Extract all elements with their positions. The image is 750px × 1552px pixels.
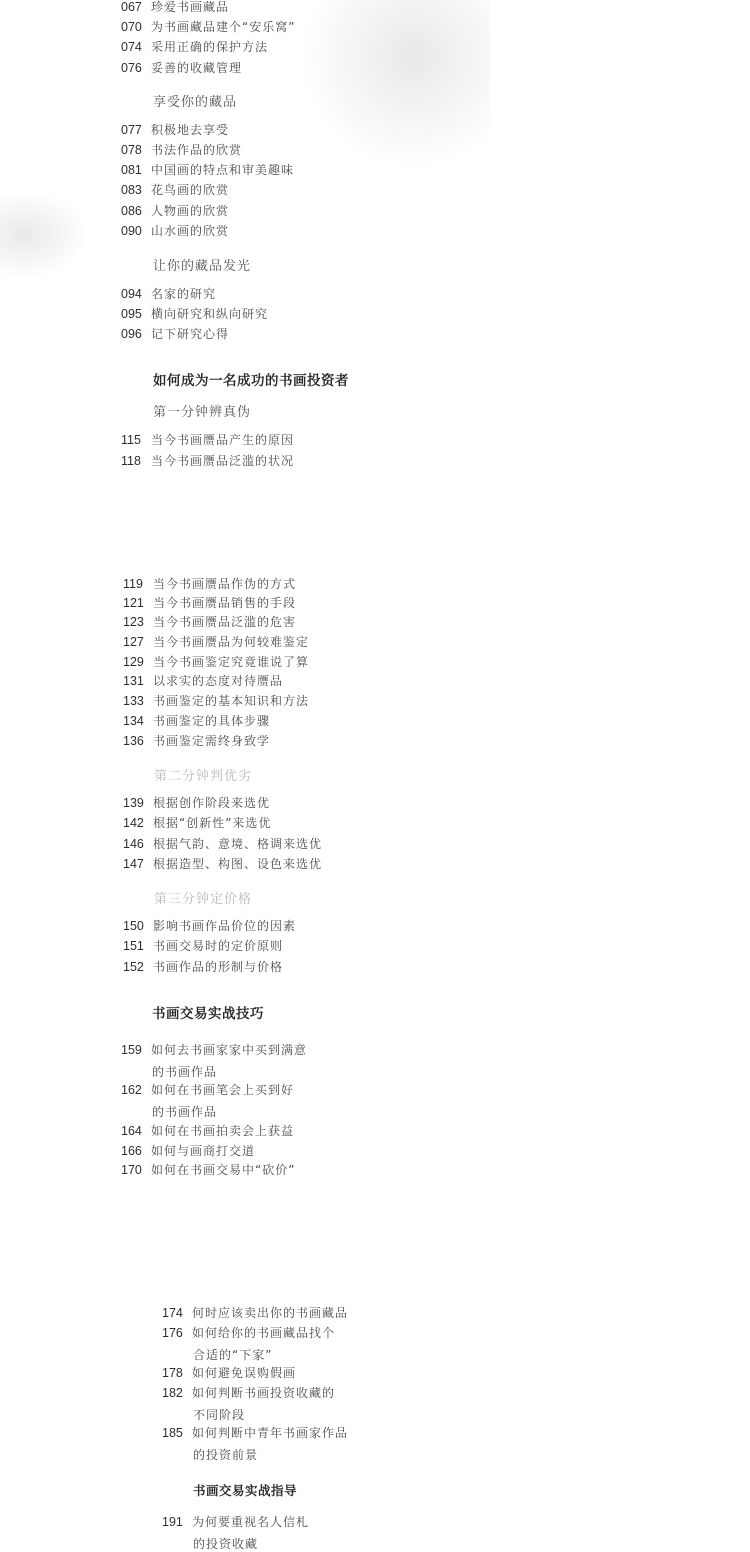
entry-title-continued: 的书画作品 xyxy=(152,1105,218,1119)
page-number: 094 xyxy=(121,287,142,301)
section-heading: 书画交易实战技巧 xyxy=(152,1006,264,1022)
page-number: 133 xyxy=(123,694,144,708)
page-number: 081 xyxy=(121,163,142,177)
page-number: 164 xyxy=(121,1124,142,1138)
entry-title: 如何避免误购假画 xyxy=(192,1366,297,1380)
subsection-title: 第一分钟辨真伪 xyxy=(153,405,252,420)
subsection-title: 第三分钟定价格 xyxy=(154,892,253,907)
toc-entry[interactable] xyxy=(123,816,271,830)
entry-title: 采用正确的保护方法 xyxy=(151,40,269,54)
toc-entry[interactable] xyxy=(121,1043,307,1057)
subsection-title: 让你的藏品发光 xyxy=(153,259,252,274)
page-number: 096 xyxy=(121,327,142,341)
toc-entry[interactable] xyxy=(123,635,309,649)
toc-entry[interactable] xyxy=(121,1144,255,1158)
entry-title: 人物画的欣赏 xyxy=(151,204,230,218)
section-heading: 如何成为一名成功的书画投资者 xyxy=(153,373,349,389)
toc-entry[interactable] xyxy=(123,615,296,629)
page-number: 142 xyxy=(123,816,144,830)
page-number: 146 xyxy=(123,837,144,851)
toc-entry[interactable] xyxy=(121,307,268,321)
page-number: 162 xyxy=(121,1083,142,1097)
toc-entry[interactable] xyxy=(162,1326,335,1340)
toc-entry[interactable] xyxy=(123,837,322,851)
toc-entry[interactable] xyxy=(123,596,296,610)
entry-title: 如何在书画拍卖会上获益 xyxy=(151,1124,295,1138)
scan-smudge xyxy=(0,190,90,280)
entry-title: 为书画藏品建个“安乐窝” xyxy=(151,20,296,34)
toc-entry[interactable] xyxy=(123,577,296,591)
toc-entry[interactable] xyxy=(123,857,322,871)
entry-title: 妥善的收藏管理 xyxy=(151,61,243,75)
toc-entry[interactable] xyxy=(123,694,309,708)
toc-entry[interactable] xyxy=(121,123,229,137)
toc-entry[interactable] xyxy=(123,674,283,688)
entry-title: 根据气韵、意境、格调来选优 xyxy=(153,837,323,851)
toc-entry[interactable] xyxy=(121,1124,294,1138)
page-number: 077 xyxy=(121,123,142,137)
entry-title: 珍爱书画藏品 xyxy=(151,0,230,14)
page-number: 115 xyxy=(121,433,141,447)
page-number: 191 xyxy=(162,1515,183,1529)
toc-entry[interactable] xyxy=(123,939,283,953)
entry-title: 根据创作阶段来选优 xyxy=(153,796,271,810)
entry-title: 书画鉴定需终身致学 xyxy=(153,734,271,748)
page-number: 136 xyxy=(123,734,144,748)
entry-title-continued: 合适的“下家” xyxy=(193,1348,273,1362)
entry-title: 以求实的态度对待赝品 xyxy=(153,674,284,688)
page-number: 076 xyxy=(121,61,142,75)
toc-entry[interactable] xyxy=(121,0,229,14)
toc-entry[interactable] xyxy=(123,960,283,974)
page-number: 176 xyxy=(162,1326,183,1340)
section-heading: 书画交易实战指导 xyxy=(193,1483,298,1498)
entry-title: 影响书画作品价位的因素 xyxy=(153,919,297,933)
page-number: 185 xyxy=(162,1426,183,1440)
page-number: 178 xyxy=(162,1366,183,1380)
page-number: 159 xyxy=(121,1043,142,1057)
entry-title: 书画作品的形制与价格 xyxy=(153,960,284,974)
toc-entry[interactable] xyxy=(121,287,216,301)
page-number: 095 xyxy=(121,307,142,321)
page-number: 070 xyxy=(121,20,142,34)
page-number: 083 xyxy=(121,183,142,197)
entry-title: 当今书画赝品泛滥的危害 xyxy=(153,615,297,629)
page-number: 121 xyxy=(123,596,144,610)
toc-entry[interactable] xyxy=(123,655,309,669)
entry-title: 花鸟画的欣赏 xyxy=(151,183,230,197)
entry-title: 中国画的特点和审美趣味 xyxy=(151,163,295,177)
toc-entry[interactable] xyxy=(162,1515,309,1529)
toc-entry[interactable] xyxy=(121,204,229,218)
entry-title-continued: 不同阶段 xyxy=(193,1408,246,1422)
toc-entry[interactable] xyxy=(162,1306,348,1320)
entry-title: 如何给你的书画藏品找个 xyxy=(192,1326,336,1340)
toc-entry[interactable] xyxy=(121,224,229,238)
toc-entry[interactable] xyxy=(121,183,229,197)
toc-entry[interactable] xyxy=(121,1163,295,1177)
page-number: 139 xyxy=(123,796,144,810)
page-number: 067 xyxy=(121,0,142,14)
toc-entry[interactable] xyxy=(121,40,268,54)
toc-entry[interactable] xyxy=(123,919,296,933)
scan-smudge xyxy=(300,0,490,170)
toc-entry[interactable] xyxy=(121,327,229,341)
entry-title-continued: 的投资收藏 xyxy=(193,1537,259,1551)
page-number: 150 xyxy=(123,919,144,933)
entry-title: 名家的研究 xyxy=(151,287,217,301)
toc-entry[interactable] xyxy=(162,1426,348,1440)
page-number: 182 xyxy=(162,1386,183,1400)
toc-entry[interactable] xyxy=(121,433,294,447)
page-number: 151 xyxy=(123,939,144,953)
toc-entry[interactable] xyxy=(162,1386,335,1400)
page-number: 131 xyxy=(123,674,144,688)
entry-title: 当今书画鉴定究竟谁说了算 xyxy=(153,655,310,669)
entry-title-continued: 的书画作品 xyxy=(152,1065,218,1079)
page-number: 170 xyxy=(121,1163,142,1177)
entry-title: 为何要重视名人信札 xyxy=(192,1515,310,1529)
page-number: 129 xyxy=(123,655,144,669)
entry-title: 根据“创新性”来选优 xyxy=(153,816,272,830)
entry-title: 当今书画赝品为何较难鉴定 xyxy=(153,635,310,649)
entry-title: 如何判断书画投资收藏的 xyxy=(192,1386,336,1400)
page-number: 127 xyxy=(123,635,144,649)
entry-title: 书画鉴定的基本知识和方法 xyxy=(153,694,310,708)
entry-title: 如何去书画家家中买到满意 xyxy=(151,1043,308,1057)
entry-title: 横向研究和纵向研究 xyxy=(151,307,269,321)
page-number: 119 xyxy=(123,577,143,591)
entry-title: 当今书画赝品泛滥的状况 xyxy=(151,454,295,468)
subsection-title: 享受你的藏品 xyxy=(153,95,238,110)
page-number: 086 xyxy=(121,204,142,218)
entry-title: 当今书画赝品销售的手段 xyxy=(153,596,297,610)
page-number: 078 xyxy=(121,143,142,157)
toc-entry[interactable] xyxy=(121,454,294,468)
entry-title: 书法作品的欣赏 xyxy=(151,143,243,157)
entry-title: 根据造型、构图、设色来选优 xyxy=(153,857,323,871)
entry-title: 书画鉴定的具体步骤 xyxy=(153,714,271,728)
entry-title: 记下研究心得 xyxy=(151,327,230,341)
entry-title-continued: 的投资前景 xyxy=(193,1448,259,1462)
subsection-title: 第二分钟判优劣 xyxy=(154,769,253,784)
toc-entry[interactable] xyxy=(123,796,270,810)
page-number: 147 xyxy=(123,857,144,871)
entry-title: 如何与画商打交道 xyxy=(151,1144,256,1158)
entry-title: 山水画的欣赏 xyxy=(151,224,230,238)
entry-title: 如何在书画交易中“砍价” xyxy=(151,1163,296,1177)
toc-entry[interactable] xyxy=(121,143,242,157)
entry-title: 当今书画赝品产生的原因 xyxy=(151,433,295,447)
entry-title: 当今书画赝品作伪的方式 xyxy=(153,577,297,591)
page-number: 074 xyxy=(121,40,142,54)
entry-title: 书画交易时的定价原则 xyxy=(153,939,284,953)
toc-entry[interactable] xyxy=(123,734,270,748)
toc-entry[interactable] xyxy=(121,61,242,75)
toc-entry[interactable] xyxy=(162,1366,296,1380)
page-number: 090 xyxy=(121,224,142,238)
page-number: 166 xyxy=(121,1144,142,1158)
toc-entry[interactable] xyxy=(121,163,294,177)
toc-entry[interactable] xyxy=(123,714,270,728)
page-number: 123 xyxy=(123,615,144,629)
entry-title: 如何在书画笔会上买到好 xyxy=(151,1083,295,1097)
page-number: 134 xyxy=(123,714,144,728)
toc-entry[interactable] xyxy=(121,20,295,34)
entry-title: 何时应该卖出你的书画藏品 xyxy=(192,1306,349,1320)
page-number: 152 xyxy=(123,960,144,974)
page-number: 118 xyxy=(121,454,141,468)
toc-entry[interactable] xyxy=(121,1083,294,1097)
page-number: 174 xyxy=(162,1306,183,1320)
entry-title: 如何判断中青年书画家作品 xyxy=(192,1426,349,1440)
entry-title: 积极地去享受 xyxy=(151,123,230,137)
